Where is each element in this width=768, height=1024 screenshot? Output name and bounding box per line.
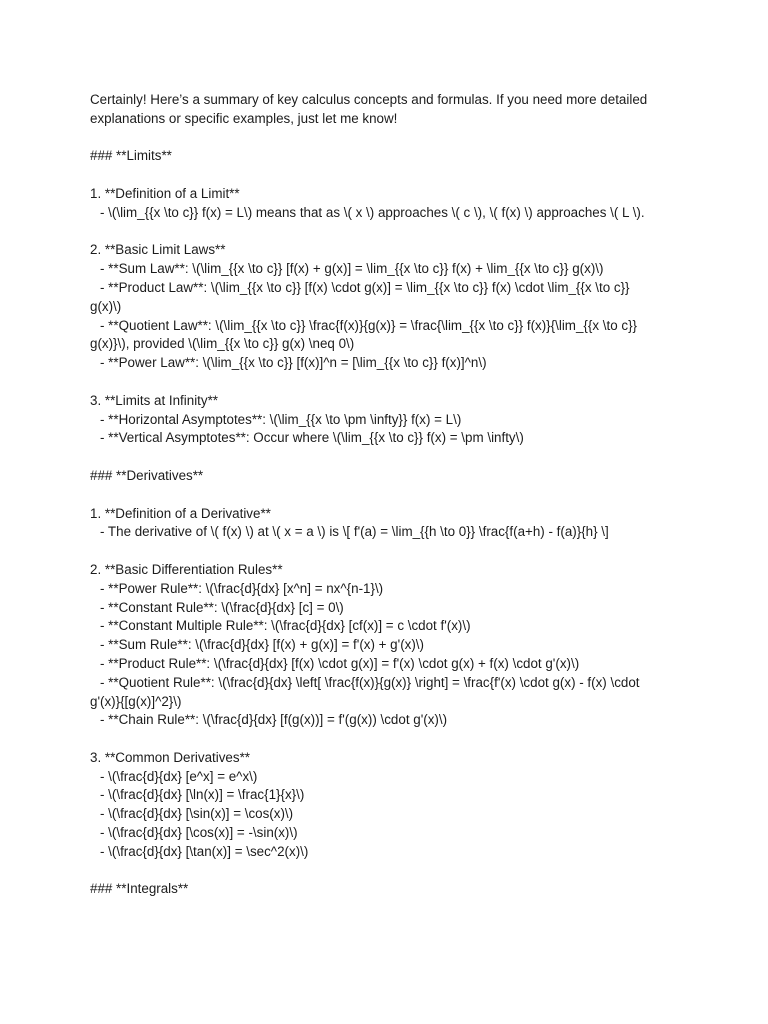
subsection-title: 2. **Basic Differentiation Rules**	[90, 561, 283, 577]
list-item: - \(\frac{d}{dx} [\sin(x)] = \cos(x)\)	[100, 806, 294, 822]
list-item: - \(\frac{d}{dx} [\tan(x)] = \sec^2(x)\)	[100, 843, 309, 859]
list-item: - **Product Rule**: \(\frac{d}{dx} [f(x) \cdot g(x)] = f'(x) \cdot g(x) + f(x) \cdot g'(x)\)	[100, 655, 580, 671]
list-item: - **Constant Multiple Rule**: \(\frac{d}{dx} [cf(x)] = c \cdot f'(x)\)	[100, 618, 471, 634]
list-item: - \(\frac{d}{dx} [e^x] = e^x\)	[100, 768, 258, 784]
list-item-continuation: g'(x)}{[g(x)]^2}\)	[90, 693, 182, 709]
list-item: - \(\frac{d}{dx} [\cos(x)] = -\sin(x)\)	[100, 825, 298, 841]
list-item: - **Power Law**: \(\lim_{{x \to c}} [f(x)]^n = [\lim_{{x \to c}} f(x)]^n\)	[100, 355, 487, 371]
list-item: - **Product Law**: \(\lim_{{x \to c}} [f(x) \cdot g(x)] = \lim_{{x \to c}} f(x) \cdot \lim_{{x \to c}}	[100, 279, 630, 295]
subsection-title: 3. **Limits at Infinity**	[90, 392, 219, 408]
list-item: - \(\frac{d}{dx} [\ln(x)] = \frac{1}{x}\)	[100, 787, 305, 803]
list-item: - The derivative of \( f(x) \) at \( x = a \) is \[ f'(a) = \lim_{{h \to 0}} \frac{f(a+h) - f(a)}{h} \]	[100, 524, 609, 540]
list-item: - **Vertical Asymptotes**: Occur where \(\lim_{{x \to c}} f(x) = \pm \infty\)	[100, 430, 524, 446]
section-heading-integrals: ### **Integrals**	[90, 881, 189, 897]
subsection-title: 3. **Common Derivatives**	[90, 749, 251, 765]
list-item: - **Constant Rule**: \(\frac{d}{dx} [c] = 0\)	[100, 599, 344, 615]
subsection-title: 2. **Basic Limit Laws**	[90, 242, 226, 258]
section-heading-limits: ### **Limits**	[90, 148, 172, 164]
list-item: - \(\lim_{{x \to c}} f(x) = L\) means that as \( x \) approaches \( c \), \( f(x) \) approaches \( L \).	[100, 204, 645, 220]
list-item: - **Horizontal Asymptotes**: \(\lim_{{x \to \pm \infty}} f(x) = L\)	[100, 411, 462, 427]
subsection-title: 1. **Definition of a Limit**	[90, 185, 240, 201]
list-item-continuation: g(x)\)	[90, 298, 122, 314]
list-item: - **Power Rule**: \(\frac{d}{dx} [x^n] = nx^{n-1}\)	[100, 580, 384, 596]
list-item: - **Sum Rule**: \(\frac{d}{dx} [f(x) + g(x)] = f'(x) + g'(x)\)	[100, 637, 424, 653]
subsection-title: 1. **Definition of a Derivative**	[90, 505, 271, 521]
list-item: - **Quotient Rule**: \(\frac{d}{dx} \left[ \frac{f(x)}{g(x)} \right] = \frac{f'(x) \cdot g(x) - f(x) \cdot	[100, 674, 640, 690]
section-heading-derivatives: ### **Derivatives**	[90, 467, 204, 483]
intro-line: Certainly! Here’s a summary of key calculus concepts and formulas. If you need more detailed	[90, 92, 648, 107]
list-item-continuation: g(x)}\), provided \(\lim_{{x \to c}} g(x) \neq 0\)	[90, 336, 355, 352]
list-item: - **Sum Law**: \(\lim_{{x \to c}} [f(x) + g(x)] = \lim_{{x \to c}} f(x) + \lim_{{x \to c}} g(x)\)	[100, 261, 604, 277]
list-item: - **Quotient Law**: \(\lim_{{x \to c}} \frac{f(x)}{g(x)} = \frac{\lim_{{x \to c}} f(x)}{\lim_{{x \to c}}	[100, 317, 638, 333]
document-body	[90, 91, 690, 899]
intro-line: explanations or specific examples, just let me know!	[90, 110, 398, 126]
list-item: - **Chain Rule**: \(\frac{d}{dx} [f(g(x))] = f'(g(x)) \cdot g'(x)\)	[100, 712, 448, 728]
